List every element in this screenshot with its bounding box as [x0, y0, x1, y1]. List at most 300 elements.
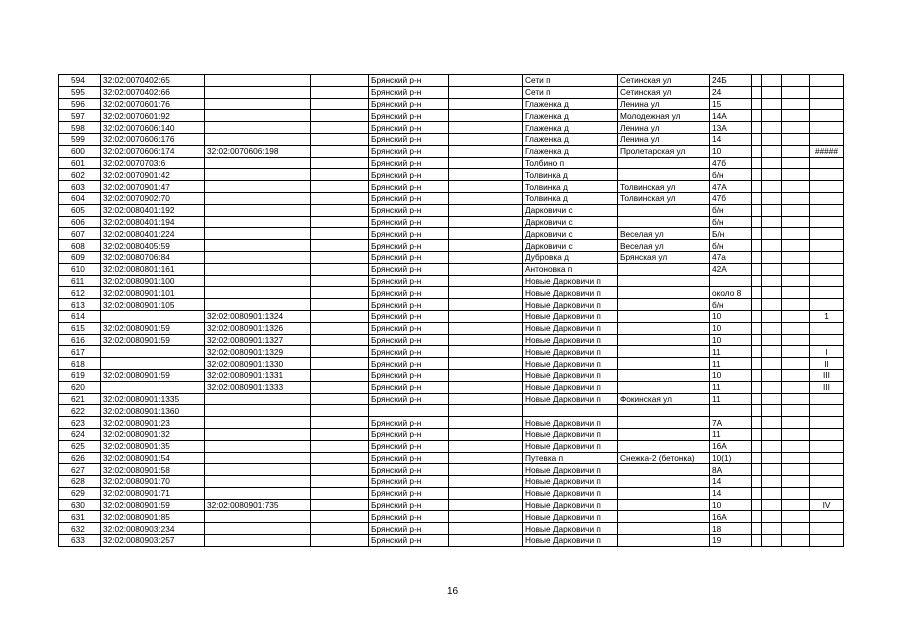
- table-cell: Новые Дарковичи п: [523, 287, 618, 299]
- table-row: [59, 133, 844, 145]
- table-cell: [752, 275, 762, 287]
- table-cell: [618, 381, 710, 393]
- table-cell: [101, 346, 205, 358]
- table-cell: 19: [710, 535, 752, 547]
- table-cell: [810, 228, 844, 240]
- table-cell: [762, 417, 782, 429]
- table-cell: [752, 393, 762, 405]
- table-cell: 47А: [710, 181, 752, 193]
- table-cell: [752, 381, 762, 393]
- table-cell: [618, 428, 710, 440]
- table-cell: Сетинская ул: [618, 75, 710, 87]
- table-cell: [101, 358, 205, 370]
- table-cell: [449, 499, 523, 511]
- table-cell: [782, 452, 810, 464]
- table-cell: [762, 346, 782, 358]
- table-cell: б/н: [710, 240, 752, 252]
- table-cell: [449, 299, 523, 311]
- table-cell: [205, 181, 311, 193]
- table-cell: Ленина ул: [618, 122, 710, 134]
- table-cell: Брянский р-н: [369, 157, 449, 169]
- table-cell: III: [810, 369, 844, 381]
- table-cell: Новые Дарковичи п: [523, 511, 618, 523]
- table-cell: 32:02:0080903:234: [101, 523, 205, 535]
- table-cell: [782, 133, 810, 145]
- table-cell: [782, 428, 810, 440]
- table-cell: 32:02:0080901:1330: [205, 358, 311, 370]
- table-cell: [810, 487, 844, 499]
- table-cell: 24Б: [710, 75, 752, 87]
- table-cell: [782, 251, 810, 263]
- table-cell: [449, 122, 523, 134]
- table-cell: 32:02:0080901:1326: [205, 322, 311, 334]
- table-cell: 32:02:0080901:59: [101, 322, 205, 334]
- table-cell: [810, 263, 844, 275]
- table-cell: [810, 110, 844, 122]
- table-cell: [311, 487, 369, 499]
- table-cell: 627: [59, 464, 101, 476]
- table-cell: 32:02:0080901:54: [101, 452, 205, 464]
- table-cell: 32:02:0080801:161: [101, 263, 205, 275]
- table-cell: [449, 535, 523, 547]
- table-cell: 32:02:0080901:70: [101, 476, 205, 488]
- table-row: [59, 287, 844, 299]
- table-cell: Брянский р-н: [369, 204, 449, 216]
- table-cell: Глаженка д: [523, 145, 618, 157]
- table-row: [59, 228, 844, 240]
- table-cell: Новые Дарковичи п: [523, 487, 618, 499]
- table-cell: 32:02:0080901:735: [205, 499, 311, 511]
- table-cell: [205, 511, 311, 523]
- table-cell: [762, 75, 782, 87]
- table-cell: Новые Дарковичи п: [523, 440, 618, 452]
- table-cell: Брянский р-н: [369, 98, 449, 110]
- table-cell: [762, 358, 782, 370]
- table-cell: [449, 322, 523, 334]
- table-cell: [752, 110, 762, 122]
- table-cell: [762, 405, 782, 417]
- table-row: [59, 75, 844, 87]
- table-cell: Брянский р-н: [369, 452, 449, 464]
- table-cell: Брянский р-н: [369, 86, 449, 98]
- table-cell: [752, 145, 762, 157]
- table-cell: Брянский р-н: [369, 417, 449, 429]
- table-cell: [449, 228, 523, 240]
- table-cell: 10(1): [710, 452, 752, 464]
- table-cell: [449, 145, 523, 157]
- table-cell: 1: [810, 310, 844, 322]
- table-row: [59, 452, 844, 464]
- table-cell: [449, 511, 523, 523]
- table-cell: [762, 133, 782, 145]
- table-cell: [810, 98, 844, 110]
- table-cell: [205, 275, 311, 287]
- page-number: 16: [446, 586, 459, 597]
- table-row: [59, 299, 844, 311]
- table-cell: [810, 133, 844, 145]
- table-cell: Брянский р-н: [369, 145, 449, 157]
- table-cell: [205, 157, 311, 169]
- table-cell: 32:02:0080901:59: [101, 499, 205, 511]
- table-row: [59, 122, 844, 134]
- table-cell: [752, 358, 762, 370]
- table-cell: б/н: [710, 299, 752, 311]
- table-cell: [311, 181, 369, 193]
- table-cell: [449, 334, 523, 346]
- table-cell: 604: [59, 192, 101, 204]
- table-cell: 32:02:0080901:32: [101, 428, 205, 440]
- table-cell: [618, 499, 710, 511]
- table-cell: [710, 275, 752, 287]
- table-cell: [205, 86, 311, 98]
- table-cell: [311, 511, 369, 523]
- table-cell: [449, 452, 523, 464]
- table-cell: [762, 145, 782, 157]
- table-row: [59, 369, 844, 381]
- table-cell: [752, 511, 762, 523]
- table-cell: [618, 322, 710, 334]
- table-cell: Ленина ул: [618, 133, 710, 145]
- table-cell: Антоновка п: [523, 263, 618, 275]
- table-cell: 10: [710, 499, 752, 511]
- table-cell: [782, 275, 810, 287]
- table-cell: [311, 346, 369, 358]
- table-cell: Молодежная ул: [618, 110, 710, 122]
- table-cell: [618, 405, 710, 417]
- table-cell: [782, 417, 810, 429]
- table-cell: [752, 428, 762, 440]
- table-cell: [205, 110, 311, 122]
- table-cell: [618, 511, 710, 523]
- table-cell: [449, 181, 523, 193]
- table-cell: Новые Дарковичи п: [523, 275, 618, 287]
- table-cell: Брянский р-н: [369, 535, 449, 547]
- table-cell: [762, 240, 782, 252]
- table-cell: Брянский р-н: [369, 487, 449, 499]
- table-cell: Глаженка д: [523, 110, 618, 122]
- table-cell: [782, 240, 810, 252]
- table-cell: [311, 133, 369, 145]
- table-cell: [810, 216, 844, 228]
- table-cell: [311, 334, 369, 346]
- table-cell: [205, 393, 311, 405]
- table-cell: 623: [59, 417, 101, 429]
- table-cell: [752, 240, 762, 252]
- table-cell: Толвинская ул: [618, 181, 710, 193]
- table-cell: 619: [59, 369, 101, 381]
- table-cell: [762, 393, 782, 405]
- table-row: [59, 511, 844, 523]
- table-cell: [449, 240, 523, 252]
- table-cell: [810, 417, 844, 429]
- table-cell: Толвинка д: [523, 181, 618, 193]
- table-cell: [311, 523, 369, 535]
- table-cell: [311, 287, 369, 299]
- table-row: [59, 393, 844, 405]
- table-row: [59, 169, 844, 181]
- table-cell: [369, 405, 449, 417]
- table-cell: Брянский р-н: [369, 310, 449, 322]
- table-cell: Новые Дарковичи п: [523, 476, 618, 488]
- table-cell: [762, 122, 782, 134]
- table-cell: [449, 310, 523, 322]
- table-cell: [311, 228, 369, 240]
- table-cell: 32:02:0070601:92: [101, 110, 205, 122]
- table-cell: [205, 192, 311, 204]
- table-cell: [449, 169, 523, 181]
- table-cell: [311, 535, 369, 547]
- table-cell: Толбино п: [523, 157, 618, 169]
- table-body: [59, 75, 844, 547]
- table-cell: 596: [59, 98, 101, 110]
- table-cell: [449, 133, 523, 145]
- table-cell: Новые Дарковичи п: [523, 334, 618, 346]
- table-cell: [810, 428, 844, 440]
- table-cell: [311, 263, 369, 275]
- table-cell: [810, 334, 844, 346]
- table-cell: [762, 228, 782, 240]
- table-cell: [311, 476, 369, 488]
- table-cell: Брянский р-н: [369, 393, 449, 405]
- table-cell: [205, 405, 311, 417]
- table-cell: [205, 535, 311, 547]
- table-cell: Брянский р-н: [369, 263, 449, 275]
- table-cell: [810, 393, 844, 405]
- table-cell: [449, 487, 523, 499]
- table-cell: [782, 523, 810, 535]
- table-cell: [449, 369, 523, 381]
- table-cell: 625: [59, 440, 101, 452]
- table-cell: 597: [59, 110, 101, 122]
- table-cell: [782, 346, 810, 358]
- table-cell: [752, 310, 762, 322]
- table-cell: [810, 75, 844, 87]
- table-cell: 626: [59, 452, 101, 464]
- table-cell: 599: [59, 133, 101, 145]
- table-cell: [311, 251, 369, 263]
- table-cell: Брянский р-н: [369, 181, 449, 193]
- table-cell: [782, 511, 810, 523]
- table-cell: 613: [59, 299, 101, 311]
- table-cell: [810, 452, 844, 464]
- table-cell: 621: [59, 393, 101, 405]
- table-cell: Дарковичи с: [523, 240, 618, 252]
- table-row: [59, 334, 844, 346]
- table-cell: 598: [59, 122, 101, 134]
- table-cell: [752, 181, 762, 193]
- table-cell: [311, 299, 369, 311]
- table-row: [59, 310, 844, 322]
- table-cell: Пролетарская ул: [618, 145, 710, 157]
- table-cell: 10: [710, 334, 752, 346]
- table-cell: 633: [59, 535, 101, 547]
- table-cell: [782, 476, 810, 488]
- table-cell: Веселая ул: [618, 240, 710, 252]
- table-cell: [101, 310, 205, 322]
- table-cell: 11: [710, 358, 752, 370]
- table-row: [59, 440, 844, 452]
- table-cell: [449, 417, 523, 429]
- table-cell: [449, 287, 523, 299]
- table-row: [59, 216, 844, 228]
- table-cell: [782, 334, 810, 346]
- table-cell: [810, 181, 844, 193]
- table-cell: IV: [810, 499, 844, 511]
- table-cell: Брянский р-н: [369, 299, 449, 311]
- table-cell: [782, 310, 810, 322]
- table-cell: [311, 310, 369, 322]
- table-cell: [762, 381, 782, 393]
- table-row: [59, 110, 844, 122]
- table-cell: 32:02:0080901:35: [101, 440, 205, 452]
- table-row: [59, 417, 844, 429]
- table-cell: [782, 405, 810, 417]
- table-cell: 620: [59, 381, 101, 393]
- table-cell: б/н: [710, 204, 752, 216]
- table-cell: Толвинка д: [523, 169, 618, 181]
- table-cell: [449, 476, 523, 488]
- table-cell: [205, 133, 311, 145]
- table-cell: Новые Дарковичи п: [523, 381, 618, 393]
- table-cell: Брянский р-н: [369, 511, 449, 523]
- table-cell: 616: [59, 334, 101, 346]
- table-cell: [762, 523, 782, 535]
- table-cell: Новые Дарковичи п: [523, 358, 618, 370]
- table-cell: 13А: [710, 122, 752, 134]
- table-cell: Толвинка д: [523, 192, 618, 204]
- table-cell: [782, 145, 810, 157]
- table-cell: [810, 535, 844, 547]
- table-cell: [810, 240, 844, 252]
- table-cell: [762, 251, 782, 263]
- table-cell: 24: [710, 86, 752, 98]
- table-cell: [449, 263, 523, 275]
- table-cell: [810, 476, 844, 488]
- table-cell: [752, 287, 762, 299]
- table-cell: [311, 369, 369, 381]
- table-cell: 32:02:0070601:76: [101, 98, 205, 110]
- table-cell: [752, 98, 762, 110]
- table-cell: [782, 181, 810, 193]
- table-cell: Веселая ул: [618, 228, 710, 240]
- table-cell: Новые Дарковичи п: [523, 464, 618, 476]
- table-cell: [449, 275, 523, 287]
- table-cell: [752, 216, 762, 228]
- table-cell: 595: [59, 86, 101, 98]
- table-cell: Брянский р-н: [369, 169, 449, 181]
- table-cell: Брянский р-н: [369, 216, 449, 228]
- table-cell: [205, 75, 311, 87]
- table-cell: [449, 405, 523, 417]
- table-cell: [752, 417, 762, 429]
- table-cell: [449, 428, 523, 440]
- table-cell: [205, 251, 311, 263]
- table-cell: [752, 75, 762, 87]
- table-cell: 47а: [710, 251, 752, 263]
- table-cell: [762, 428, 782, 440]
- table-cell: [782, 322, 810, 334]
- table-cell: 32:02:0080901:71: [101, 487, 205, 499]
- table-cell: [618, 523, 710, 535]
- table-cell: 32:02:0080901:105: [101, 299, 205, 311]
- table-cell: Путевка п: [523, 452, 618, 464]
- table-cell: 14А: [710, 110, 752, 122]
- table-cell: [782, 204, 810, 216]
- table-cell: [762, 181, 782, 193]
- table-cell: Брянский р-н: [369, 369, 449, 381]
- table-cell: [618, 487, 710, 499]
- table-cell: [311, 98, 369, 110]
- table-cell: [752, 204, 762, 216]
- table-cell: [618, 535, 710, 547]
- table-cell: 617: [59, 346, 101, 358]
- table-cell: 32:02:0080401:194: [101, 216, 205, 228]
- table-cell: Б/н: [710, 228, 752, 240]
- table-cell: [311, 417, 369, 429]
- table-cell: [449, 393, 523, 405]
- table-cell: 631: [59, 511, 101, 523]
- table-cell: [782, 157, 810, 169]
- table-cell: [782, 393, 810, 405]
- table-cell: 612: [59, 287, 101, 299]
- table-cell: [810, 299, 844, 311]
- table-cell: Брянский р-н: [369, 133, 449, 145]
- table-cell: [523, 405, 618, 417]
- table-cell: [449, 440, 523, 452]
- table-cell: [810, 511, 844, 523]
- table-cell: 32:02:0080903:257: [101, 535, 205, 547]
- table-cell: 603: [59, 181, 101, 193]
- table-cell: [205, 523, 311, 535]
- table-cell: [752, 263, 762, 275]
- table-cell: [782, 287, 810, 299]
- table-cell: 32:02:0070606:140: [101, 122, 205, 134]
- table-cell: [752, 334, 762, 346]
- table-cell: Новые Дарковичи п: [523, 346, 618, 358]
- table-cell: б/н: [710, 169, 752, 181]
- table-cell: 32:02:0080901:101: [101, 287, 205, 299]
- table-cell: [311, 381, 369, 393]
- table-cell: [311, 240, 369, 252]
- table-cell: Ленина ул: [618, 98, 710, 110]
- table-cell: [205, 263, 311, 275]
- table-cell: [311, 393, 369, 405]
- table-cell: 618: [59, 358, 101, 370]
- table-cell: [762, 98, 782, 110]
- table-cell: [205, 98, 311, 110]
- table-cell: [311, 322, 369, 334]
- table-cell: Брянский р-н: [369, 440, 449, 452]
- table-cell: Брянский р-н: [369, 75, 449, 87]
- table-cell: 628: [59, 476, 101, 488]
- table-cell: [311, 358, 369, 370]
- table-cell: [618, 287, 710, 299]
- table-cell: [205, 464, 311, 476]
- table-cell: [782, 169, 810, 181]
- table-cell: Снежка-2 (бетонка): [618, 452, 710, 464]
- table-row: [59, 381, 844, 393]
- table-cell: 32:02:0070703:6: [101, 157, 205, 169]
- table-cell: Брянский р-н: [369, 346, 449, 358]
- table-cell: 32:02:0080901:58: [101, 464, 205, 476]
- table-row: [59, 358, 844, 370]
- table-cell: #####: [810, 145, 844, 157]
- table-cell: [782, 499, 810, 511]
- table-cell: [810, 287, 844, 299]
- table-cell: [782, 299, 810, 311]
- table-cell: [782, 98, 810, 110]
- table-cell: [782, 535, 810, 547]
